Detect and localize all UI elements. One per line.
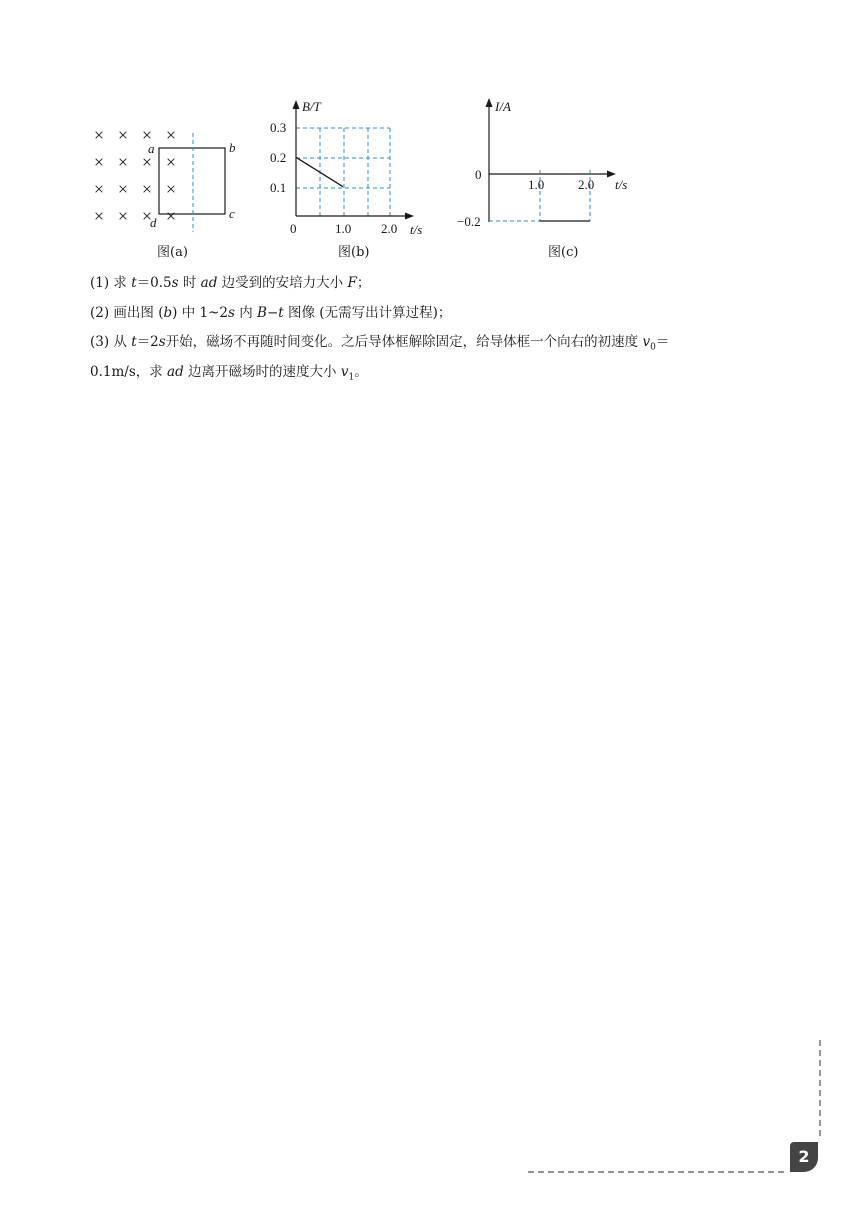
field-cross-1-3: × (165, 152, 177, 172)
field-cross-1-0: × (93, 152, 105, 172)
q3-var-t: t (131, 334, 137, 350)
q2-minus: − (266, 305, 279, 321)
label-a: a (148, 141, 155, 156)
q1-text: 求 (113, 275, 127, 291)
q1-var-ad: ad (200, 275, 218, 291)
ylabel-b: B/T (302, 99, 321, 114)
q2-text-post: 图像 (无需写出计算过程)； (288, 305, 452, 321)
ytick-0.2: 0.2 (270, 150, 287, 165)
field-cross-2-2: × (141, 179, 153, 199)
ytick-0.3: 0.3 (270, 120, 287, 135)
q3-line2-text: 0.1m/s，求 (90, 364, 163, 380)
q1-text-mid: 时 (182, 275, 197, 291)
xlabel-b: t/s (410, 222, 423, 237)
q2-open: ( (158, 305, 164, 321)
field-cross-0-2: × (141, 125, 153, 145)
q1-unit-s: s (171, 275, 179, 291)
field-cross-0-0: × (93, 125, 105, 145)
caption-c: 图(c) (548, 245, 579, 260)
q1-end: ； (356, 275, 371, 291)
label-b: b (229, 140, 236, 155)
q1-text-post: 边受到的安培力大小 (221, 275, 344, 291)
caption-b: 图(b) (338, 245, 370, 260)
q1-number: (1) (90, 275, 110, 291)
field-cross-1-1: × (117, 152, 129, 172)
q3-number: (3) (90, 334, 110, 350)
q1-var-F: F (347, 275, 357, 291)
field-cross-2-1: × (117, 179, 129, 199)
q3-line2-end: 。 (354, 364, 368, 380)
q1-var-t: t (131, 275, 137, 291)
q3-text-post: 开始，磁场不再随时间变化。之后导体框解除固定，给导体框一个向右的初速度 (165, 334, 639, 350)
field-cross-0-1: × (117, 125, 129, 145)
label-c: c (229, 206, 235, 221)
q2-var-t: t (278, 305, 284, 321)
ytick-neg-c: −0.2 (457, 214, 481, 229)
field-cross-2-0: × (93, 179, 105, 199)
ylabel-c: I/A (495, 99, 511, 114)
q3-sub-1: 1 (348, 372, 355, 383)
q2-text-mid2: 内 (239, 305, 253, 321)
xlabel-c: t/s (615, 177, 628, 192)
q2-var-B: B (257, 305, 267, 321)
field-cross-1-2: × (141, 152, 153, 172)
q3-eq: ＝2 (136, 334, 159, 350)
q3-var-v1: v (340, 364, 349, 380)
label-d: d (150, 215, 157, 230)
field-cross-3-2: × (141, 206, 153, 226)
q2-text: 画出图 (113, 305, 154, 321)
q3-eqsign: ＝ (655, 334, 670, 350)
q3-text: 从 (113, 334, 127, 350)
field-cross-3-3: × (165, 206, 177, 226)
field-cross-0-3: × (165, 125, 177, 145)
q2-text-mid: 中 1~2 (181, 305, 229, 321)
q3-unit-s: s (158, 334, 166, 350)
q2-var-b: b (163, 305, 173, 321)
xtick-1.0-c: 1.0 (528, 177, 545, 192)
ytick-0.1: 0.1 (270, 180, 287, 195)
origin-c: 0 (475, 167, 482, 182)
q3-line2-mid: 边离开磁场时的速度大小 (188, 364, 337, 380)
q2-unit-s: s (228, 305, 235, 321)
field-cross-3-1: × (117, 206, 129, 226)
xtick-2.0-c: 2.0 (578, 177, 595, 192)
q3-var-ad: ad (167, 364, 184, 380)
xtick-2.0-b: 2.0 (381, 221, 398, 236)
q2-number: (2) (90, 305, 110, 321)
q1-eq: ＝0.5 (136, 275, 172, 291)
page-number: 2 (790, 1142, 818, 1172)
q2-close: ) (172, 305, 178, 321)
q3-var-v0: v (642, 334, 651, 350)
field-cross-2-3: × (165, 179, 177, 199)
caption-a: 图(a) (157, 245, 188, 260)
q3-sub-0: 0 (650, 342, 656, 353)
xtick-1.0-b: 1.0 (335, 221, 352, 236)
origin-b: 0 (290, 221, 297, 236)
field-cross-3-0: × (93, 206, 105, 226)
